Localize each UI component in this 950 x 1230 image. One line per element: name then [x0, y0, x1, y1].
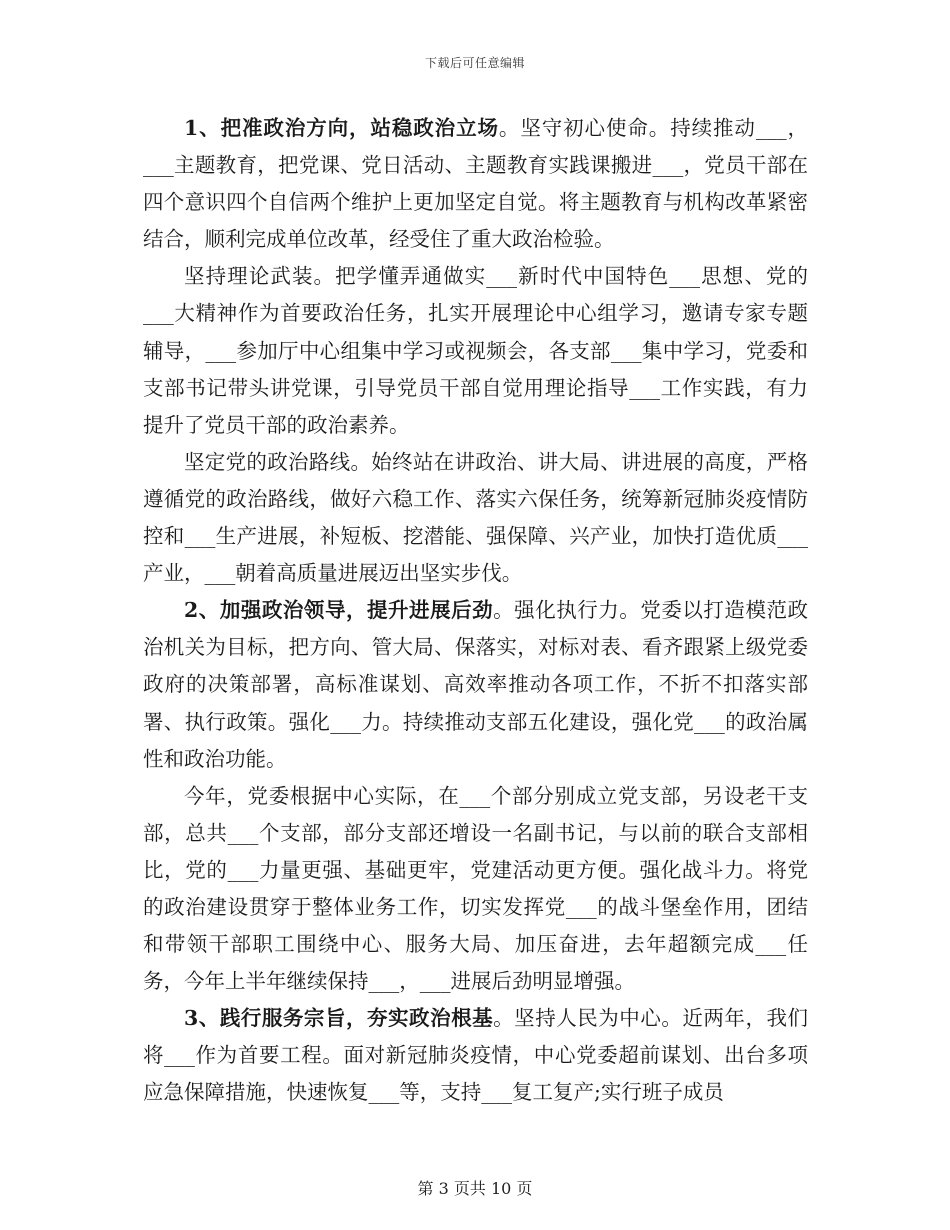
paragraph-3: [143, 444, 808, 592]
section-heading-2: 2、加强政治领导，提升进展后劲: [184, 598, 494, 623]
paragraph-5: [143, 778, 808, 1001]
paragraph-4: [143, 592, 808, 777]
paragraph-6: [143, 1000, 808, 1111]
paragraph-2: [143, 258, 808, 443]
paragraph-text: 。坚持人民为中心。近两年，我们将___作为首要工程。面对新冠肺炎疫情，中心党委超前谋划、出台多项应急保障措施，快速恢复___等，支持___复工复产;实行班子成员: [143, 1006, 809, 1105]
page-header: 下载后可任意编辑: [424, 56, 525, 70]
paragraph-text: 。坚守初心使命。持续推动___，___主题教育，把党课、党日活动、主题教育实践课搬进___，党员干部在四个意识四个自信两个维护上更加坚定自觉。将主题教育与机构改革紧密结合，顺利完成单位改革，经受住了重大政治检验。: [143, 116, 809, 252]
paragraph-text: 坚定党的政治路线。始终站在讲政治、讲大局、讲进展的高度，严格遵循党的政治路线，做好六稳工作、落实六保任务，统筹新冠肺炎疫情防控和___生产进展，补短板、挖潜能、强保障、兴产业，加快打造优质___产业，___朝着高质量进展迈出坚实步伐。: [143, 449, 808, 586]
paragraph-text: 今年，党委根据中心实际，在___个部分别成立党支部，另设老干支部，总共___个支部，部分支部还增设一名副书记，与以前的联合支部相比，党的___力量更强、基础更牢，党建活动更方便。强化战斗力。将党的政治建设贯穿于整体业务工作，切实发挥党___的战斗堡垒作用，团结和带领干部职工围绕中心、服务大局、加压奋进，去年超额完成___任务，今年上半年继续保持___，___进展后劲明显增强。: [143, 783, 808, 994]
section-heading-1: 1、把准政治方向，站稳政治立场: [184, 116, 499, 140]
paragraph-text: 。强化执行力。党委以打造模范政治机关为目标，把方向、管大局、保落实，对标对表、看齐跟紧上级党委政府的决策部署，高标准谋划、高效率推动各项工作，不折不扣落实部署、执行政策。强化___力。持续推动支部五化建设，强化党___的政治属性和政治功能。: [143, 598, 809, 771]
section-heading-3: 3、践行服务宗旨，夯实政治根基: [184, 1006, 494, 1031]
paragraph-1: [143, 110, 808, 258]
page-footer: 第 3 页共 10 页: [417, 1179, 533, 1198]
document-body: [143, 110, 808, 1112]
paragraph-text: 坚持理论武装。把学懂弄通做实___新时代中国特色___思想、党的___大精神作为首要政治任务，扎实开展理论中心组学习，邀请专家专题辅导，___参加厅中心组集中学习或视频会，各支部___集中学习，党委和支部书记带头讲党课，引导党员干部自觉用理论指导___工作实践，有力提升了党员干部的政治素养。: [143, 264, 808, 437]
